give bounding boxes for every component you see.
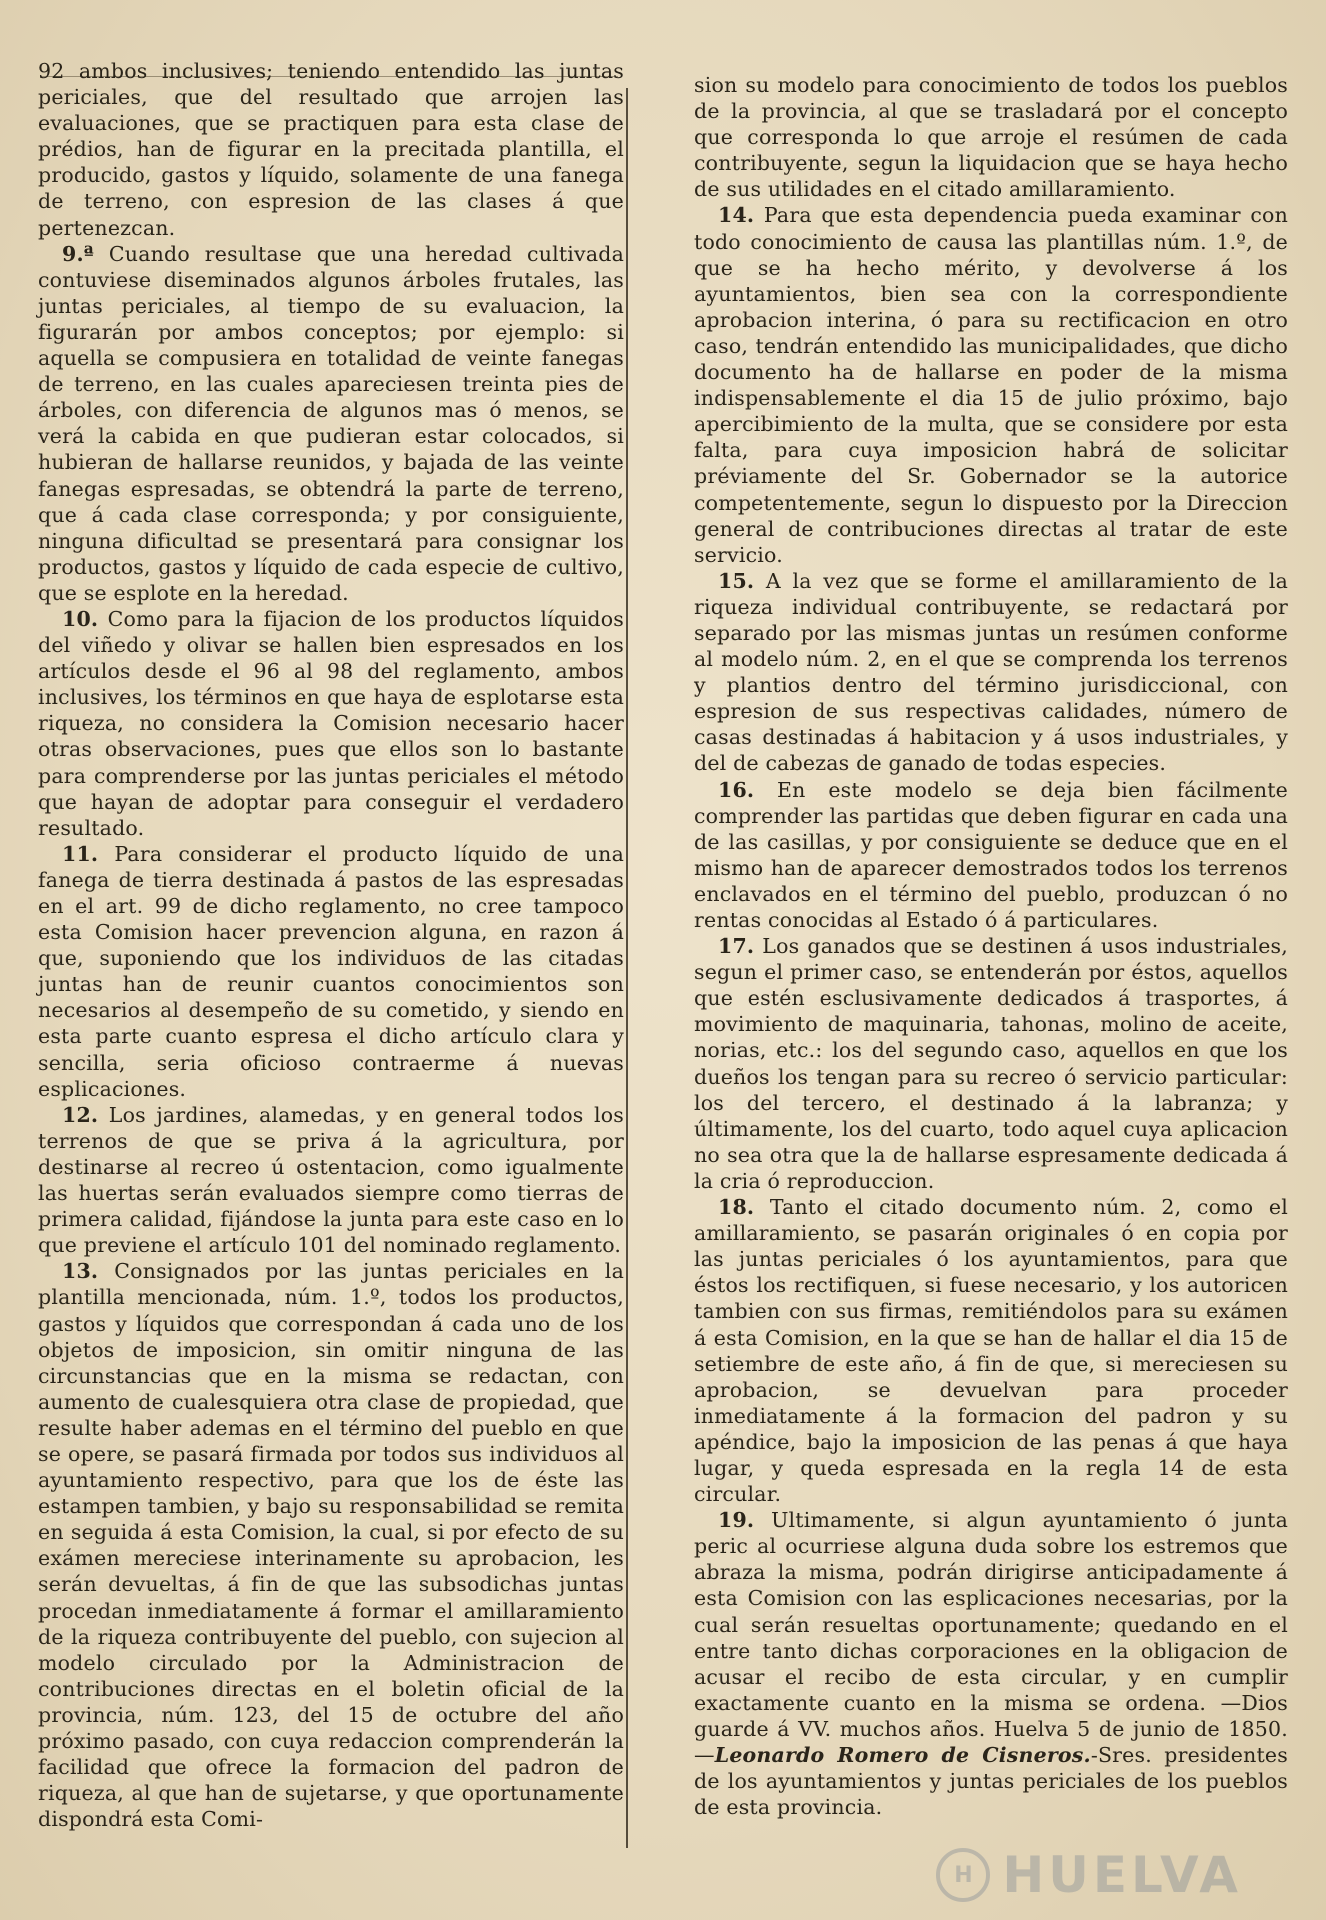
signature: Leonardo Romero de Cisneros. [714,1743,1091,1767]
rule-text: En este modelo se deja bien fácilmente comprender las partidas que deben figurar en cada una de las casillas, y por consiguiente se deduce que en el mismo han de aparecer demostrados todos los terrenos enclavados en el término del pueblo, produzcan ó no rentas conocidas al Estado ó á particulares. [694,777,1289,932]
column-divider [626,88,628,1848]
paragraph: sion su modelo para conocimiento de todos los pueblos de la provincia, al que se trasladará por el concepto que corresponda lo que arroje el resúmen de cada contribuyente, segun la liquidacion que se haya hecho de sus utilidades en el citado amillaramiento. [694,73,1288,202]
paragraph-rule-15 [694,568,1288,777]
left-column [38,58,624,1832]
paragraph-rule-18 [694,1194,1288,1507]
rule-number: 17. [718,934,755,959]
rule-text: Cuando resultase que una heredad cultivada contuviese diseminados algunos árboles frutales, las juntas periciales, al tiempo de su evaluacion, la figurarán por ambos conceptos; por ejemplo: si aquella se compusiera en totalidad de veinte fanegas de terreno, en las cuales apareciesen treinta pies de árboles, con diferencia de algunos mas ó menos, se verá la cabida en que pudieran estar colocados, si hubieran de hallarse reunidos, y bajada de las veinte fanegas espresadas, se obtendrá la parte de terreno, que á cada clase corresponda; y por consiguiente, ninguna dificultad se presentará para consignar los productos, gastos y líquido de cada especie de cultivo, que se esplote en la heredad. [38,241,624,605]
paragraph: 92 ambos inclusives; teniendo entendido las juntas periciales, que del resultado que arrojen las evaluaciones, que se practiquen para esta clase de prédios, han de figurar en la precitada plantilla, el producido, gastos y líquido, solamente de una fanega de terreno, con espresion de las clases á que pertenezcan. [38,59,624,240]
paragraph-rule-16 [694,777,1288,934]
rule-number: 11. [62,841,99,866]
rule-number: 12. [62,1102,99,1127]
rule-text: A la vez que se forme el amillaramiento de la riqueza individual contribuyente, se redactará por separado por las mismas juntas un resúmen conforme al modelo núm. 2, en el que se comprenda los terrenos y plantios dentro del término jurisdiccional, con espresion de sus respectivas calidades, número de casas destinadas á habitacion y á usos industriales, y del de cabezas de ganado de todas especies. [694,568,1289,776]
paragraph-rule-14 [694,202,1288,567]
rule-text: Los jardines, alamedas, y en general todos los terrenos de que se priva á la agricultura, por destinarse al recreo ú ostentacion, como igualmente las huertas serán evaluados siempre como tierras de primera calidad, fijándose la junta para este caso en lo que previene el artículo 101 del nominado reglamento. [38,1102,624,1258]
rule-number: 15. [718,568,755,593]
paragraph-rule-11 [38,841,624,1102]
rule-text: Tanto el citado documento núm. 2, como el amillaramiento, se pasarán originales ó en copia por las juntas periciales ó los ayuntamientos, para que éstos los rectifiquen, si fuese necesario, y los autoricen tambien con sus firmas, remitiéndolos para su exámen á esta Comision, en la que se han de hallar el dia 15 de setiembre de este año, á fin de que, si mereciesen su aprobacion, se devuelvan para proceder inmediatamente á la formacion del padron y su apéndice, bajo la imposicion de las penas á que haya lugar, y queda espresada en la regla 14 de esta circular. [694,1195,1288,1507]
paragraph-rule-13 [38,1258,624,1832]
rule-text: Para que esta dependencia pueda examinar con todo conocimiento de causa las plantillas núm. 1.º, de que se ha hecho mérito, y devolverse á los ayuntamientos, bien sea con la correspondiente aprobacion interina, ó para su rectificacion en otro caso, tendrán entendido las municipalidades, que dicho documento ha de hallarse en poder de la misma indispensablemente el dia 15 de julio próximo, bajo apercibimiento de la multa, que se considere por esta falta, para cuya imposicion habrá de solicitar préviamente del Sr. Gobernador se la autorice competentemente, segun lo dispuesto por la Direccion general de contribuciones directas al tratar de este servicio. [694,203,1288,567]
closing-text: -Sres. presidentes de los ayuntamientos y juntas periciales de los pueblos de esta provincia. [694,1743,1288,1820]
watermark-text: HUELVA [1002,1846,1242,1904]
archive-watermark [936,1846,1242,1904]
rule-number: 19. [718,1508,755,1533]
paragraph-rule-9 [38,241,624,606]
paragraph-rule-12 [38,1102,624,1259]
rule-number: 16. [718,777,755,802]
rule-text: Para considerar el producto líquido de una fanega de tierra destinada á pastos de las espresadas en el art. 99 de dicho reglamento, no cree tampoco esta Comision hacer prevencion alguna, en razon á que, suponiendo que los individuos de las citadas juntas han de reunir cuantos conocimientos son necesarios al desempeño de su cometido, y siendo en esta parte cuanto espresa el dicho artículo clara y sencilla, seria oficioso contraerme á nuevas esplicaciones. [38,841,624,1101]
rule-text: Ultimamente, si algun ayuntamiento ó junta peric al ocurriese alguna duda sobre los estremos que abraza la misma, podrán dirigirse anticipadamente á esta Comision con las esplicaciones necesarias, por la cual serán resueltas oportunamente; quedando en el entre tanto dichas corporaciones en la obligacion de acusar el recibo de esta circular, y en cumplir exactamente cuanto en la misma se ordena. —Dios guarde á VV. muchos años. Huelva 5 de junio de 1850.— [694,1508,1288,1767]
rule-text: Como para la fijacion de los productos líquidos del viñedo y olivar se hallen bien espresados en los artículos desde el 96 al 98 del reglamento, ambos inclusives, los términos en que haya de esplotarse esta riqueza, no considera la Comision necesario hacer otras observaciones, pues que ellos son lo bastante para comprenderse por las juntas periciales el método que hayan de adoptar para conseguir el verdadero resultado. [38,606,624,840]
rule-text: Los ganados que se destinen á usos industriales, segun el primer caso, se entenderán por éstos, aquellos que estén esclusivamente dedicados á trasportes, á movimiento de maquinaria, tahonas, molino de aceite, norias, etc.: los del segundo caso, aquellos en que los dueños los tengan para su recreo ó servicio particular: los del tercero, el destinado á la labranza; y últimamente, los del cuarto, todo aquel cuya aplicacion no sea otra que la de hallarse espresamente dedicada á la cria ó reproduccion. [694,934,1288,1193]
right-column [694,72,1288,1820]
rule-text: Consignados por las juntas periciales en la plantilla mencionada, núm. 1.º, todos los productos, gastos y líquidos que correspondan á cada uno de los objetos de imposicion, sin omitir ninguna de las circunstancias que en la misma se redactan, con aumento de cualesquiera otra clase de propiedad, que resulte haber ademas en el término del pueblo en que se opere, se pasará firmada por todos sus individuos al ayuntamiento respectivo, para que los de éste las estampen tambien, y bajo su responsabilidad se remita en seguida á esta Comision, la cual, si por efecto de su exámen mereciese interinamente su aprobacion, les serán devueltas, á fin de que las subsodichas juntas procedan inmediatamente á formar el amillaramiento de la riqueza contribuyente del pueblo, con sujecion al modelo circulado por la Administracion de contribuciones directas en el boletin oficial de la provincia, núm. 123, del 15 de octubre del año próximo pasado, con cuya redaccion comprenderán la facilidad que ofrece la formacion del padron de riqueza, al que han de sujetarse, y que oportunamente dispondrá esta Comi- [38,1259,624,1832]
rule-number: 9.ª [62,241,94,266]
paragraph-rule-17 [694,933,1288,1194]
rule-number: 14. [718,203,755,228]
archive-logo-icon: H [936,1848,990,1902]
rule-number: 10. [62,606,99,631]
paragraph-rule-19 [694,1507,1288,1820]
rule-number: 18. [718,1195,755,1220]
rule-number: 13. [62,1259,99,1284]
paragraph-rule-10 [38,606,624,841]
